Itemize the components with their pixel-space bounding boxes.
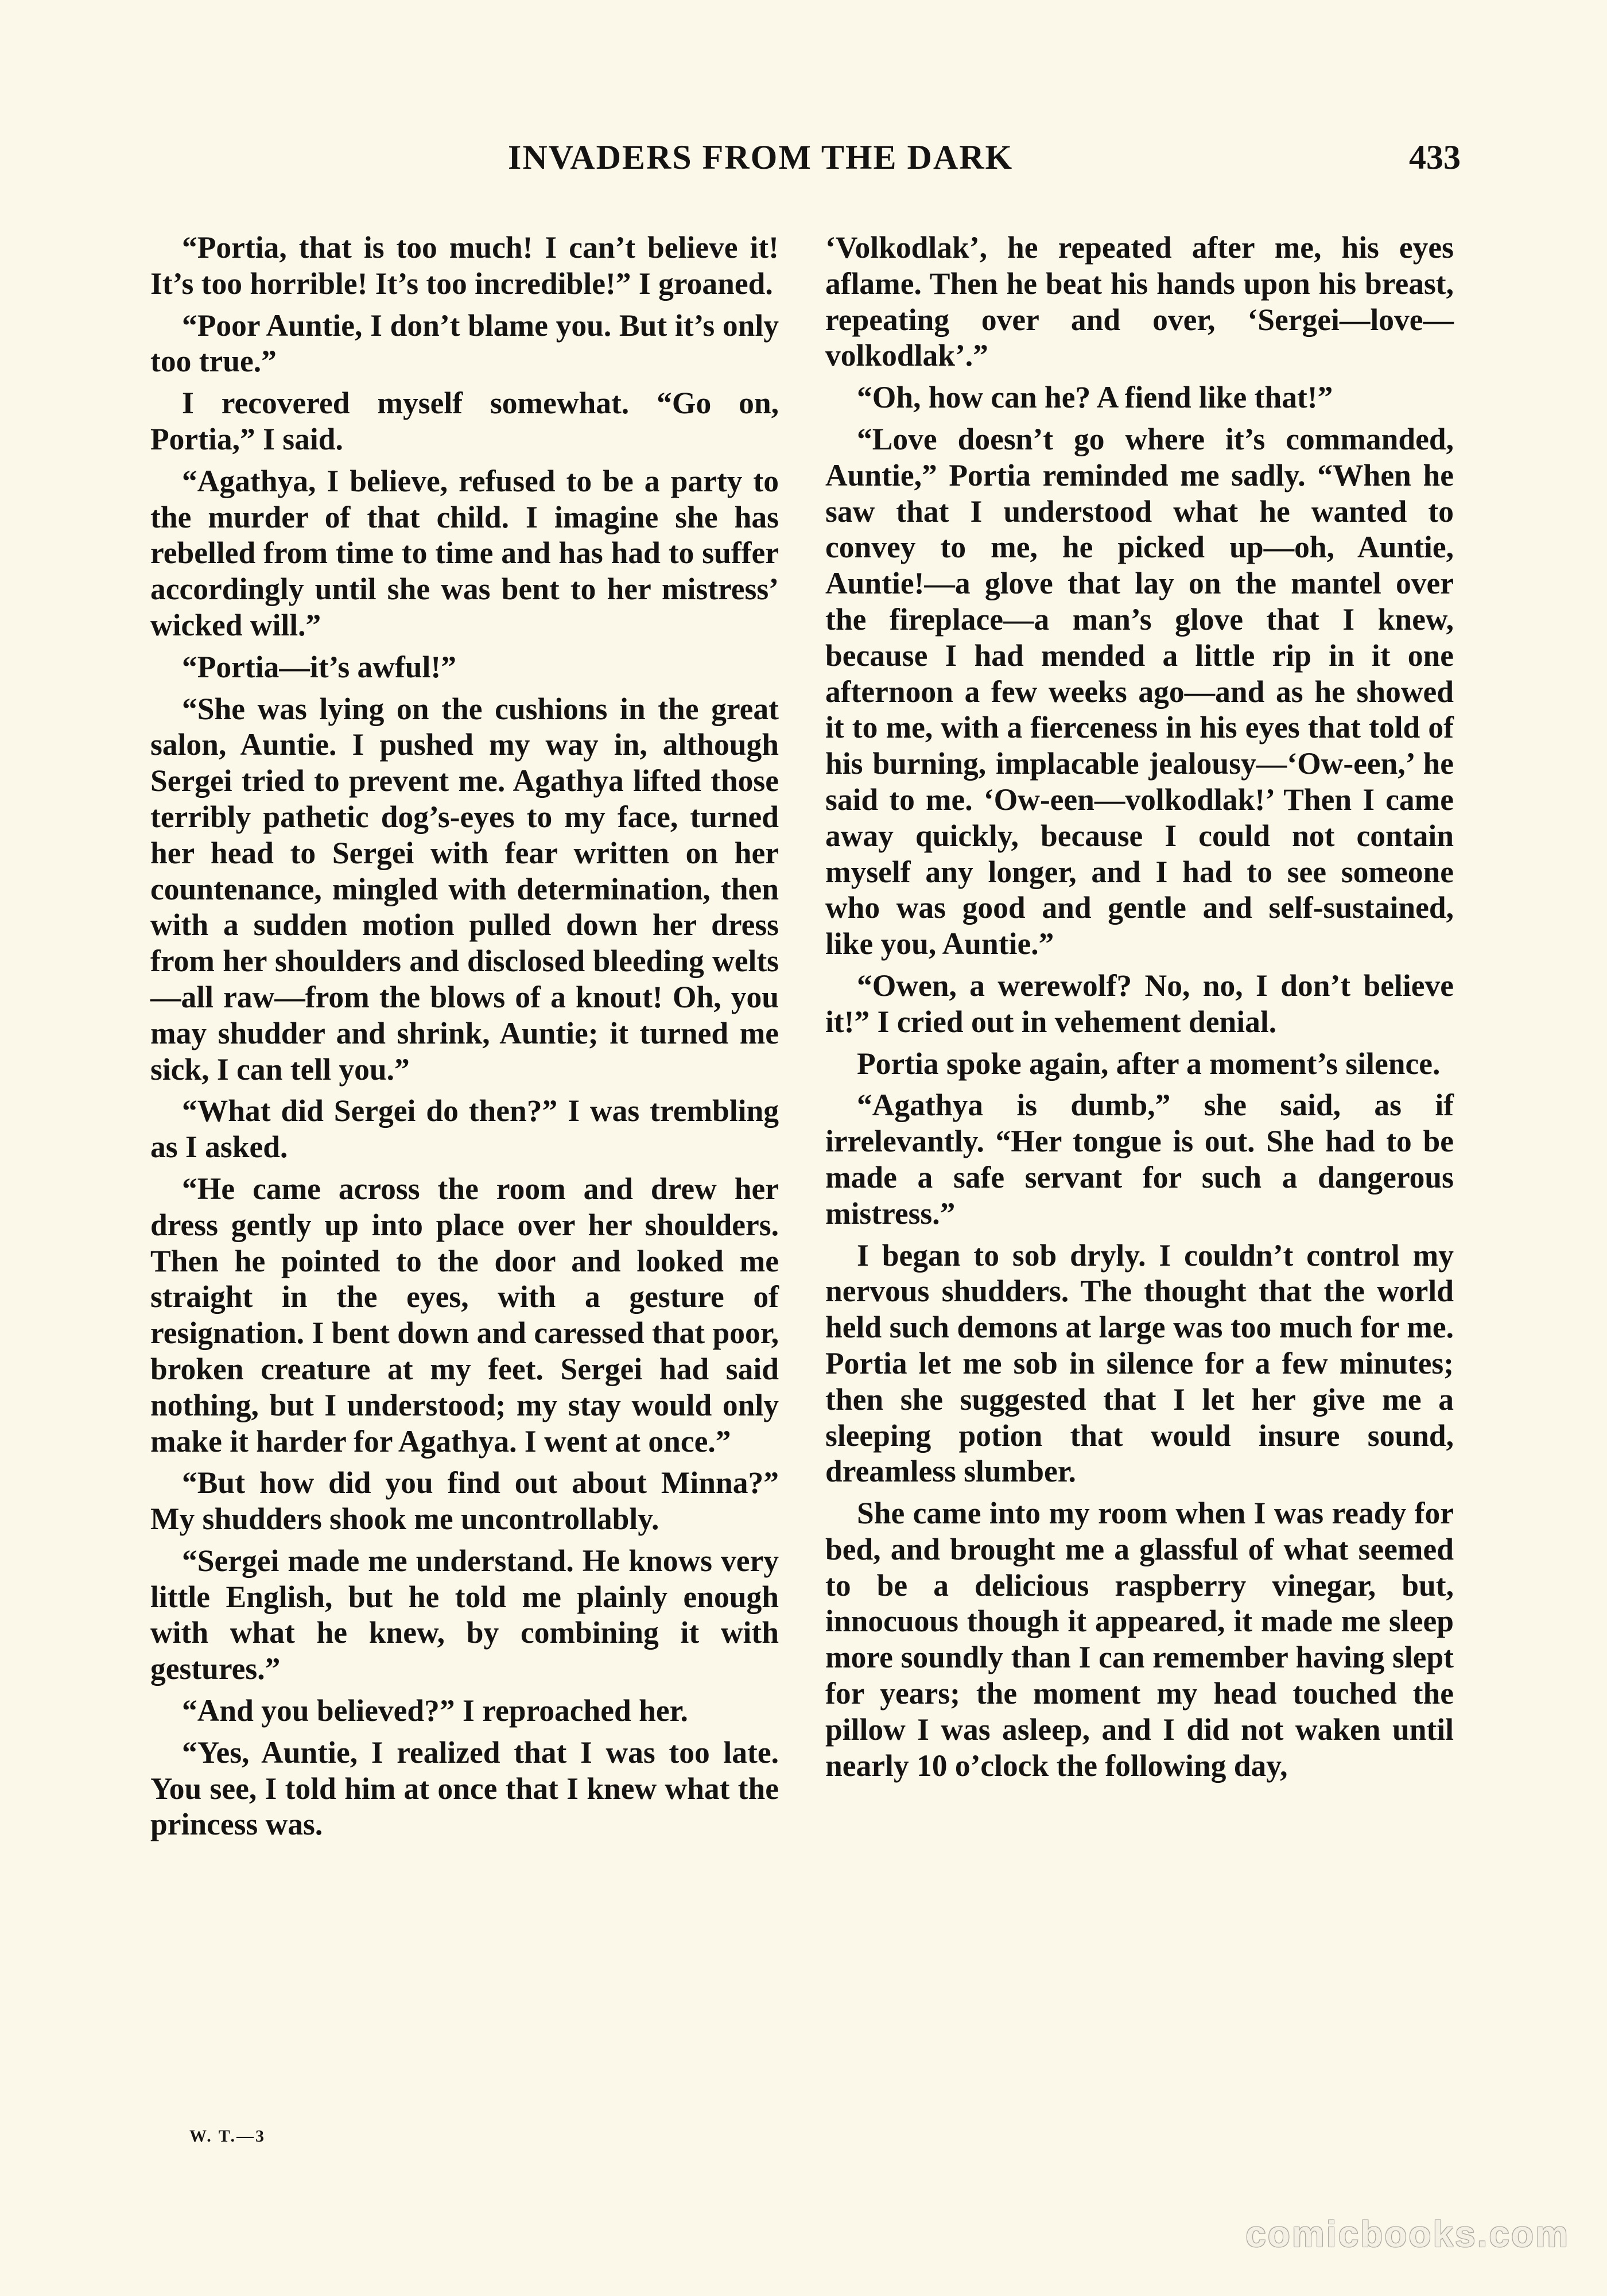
folio-signature: W. T.—3 (189, 2127, 266, 2146)
page-header (152, 138, 1461, 189)
paragraph: I began to sob dryly. I couldn’t control my nervous shudders. The thought that the world held such demons at large was too much for me. Portia let me sob in silence for a few minutes; then she suggested that I let her give me a sleeping potion that would insure sound, dreamless slumber. (825, 1238, 1454, 1489)
page-number: 433 (1409, 138, 1461, 176)
paragraph: “And you believed?” I reproached her. (182, 1693, 688, 1728)
paragraph: “Yes, Auntie, I realized that I was too late. You see, I told him at once that I knew what the princess was. (150, 1735, 779, 1842)
paragraph: “Agathya is dumb,” she said, as if irrelevantly. “Her tongue is out. She had to be made a safe servant for such a dangerous mistress.” (825, 1088, 1454, 1231)
paragraph: “Poor Auntie, I don’t blame you. But it’s only too true.” (150, 308, 779, 379)
paragraph: “Portia—it’s awful!” (182, 649, 456, 684)
paragraph: “What did Sergei do then?” I was trembling as I asked. (150, 1093, 779, 1165)
paragraph: She came into my room when I was ready for bed, and brought me a glassful of what seemed to be a delicious raspberry vinegar, but, innocuous though it appeared, it made me sleep more soundly than I can remember having slept for years; the moment my head touched the pillow I was asleep, and I did not waken until nearly 10 o’clock the following day, (825, 1496, 1454, 1783)
running-title: INVADERS FROM THE DARK (508, 138, 1014, 176)
continued-paragraph: ‘Volkodlak’, he repeated after me, his eyes aflame. Then he beat his hands upon his breast, repeating over and over, ‘Sergei—love—volkodlak’.” (825, 230, 1454, 373)
paragraph: “But how did you find out about Minna?” My shudders shook me uncontrollably. (150, 1465, 779, 1537)
right-column (825, 230, 1454, 1789)
paragraph: “Sergei made me understand. He knows very little English, but he told me plainly enough with what he knew, by combining it with gestures.” (150, 1543, 779, 1686)
paragraph: I recovered myself somewhat. “Go on, Portia,” I said. (150, 386, 779, 456)
paragraph: “Agathya, I believe, refused to be a party to the murder of that child. I imagine she has rebelled from time to time and has had to suffer accordingly until she was bent to her mistress’ wicked will.” (150, 463, 779, 642)
left-column (150, 230, 779, 1848)
paragraph: Portia spoke again, after a moment’s silence. (857, 1046, 1441, 1081)
paragraph: “Oh, how can he? A fiend like that!” (857, 380, 1333, 415)
paragraph: “Love doesn’t go where it’s commanded, Auntie,” Portia reminded me sadly. “When he saw that I understood what he wanted to convey to me, he picked up—oh, Auntie, Auntie!—a glove that lay on the mantel over the fireplace—a man’s glove that I knew, because I had mended a little rip in it one afternoon a few weeks ago—and as he showed it to me, with a fierceness in his eyes that told of his burning, implacable jealousy—‘Ow-een,’ he said to me. ‘Ow-een—volkodlak!’ Then I came away quickly, because I could not contain myself any longer, and I had to see someone who was good and gentle and self-sustained, like you, Auntie.” (825, 421, 1454, 961)
paragraph: “Owen, a werewolf? No, no, I don’t believe it!” I cried out in vehement denial. (825, 968, 1454, 1039)
watermark: comicbooks.com (1245, 2213, 1570, 2255)
paragraph: “He came across the room and drew her dress gently up into place over her shoulders. Then he pointed to the door and looked me straight in the eyes, with a gesture of resignation. I bent down and caressed that poor, broken creature at my feet. Sergei had said nothing, but I understood; my stay would only make it harder for Agathya. I went at once.” (150, 1171, 779, 1459)
paragraph: “Portia, that is too much! I can’t believe it! It’s too horrible! It’s too incredible!” I groaned. (150, 230, 779, 301)
paragraph: “She was lying on the cushions in the great salon, Auntie. I pushed my way in, although Sergei tried to prevent me. Agathya lifted those terribly pathetic dog’s-eyes to my face, turned her head to Sergei with fear written on her countenance, mingled with determination, then with a sudden motion pulled down her dress from her shoulders and disclosed bleeding welts—all raw—from the blows of a knout! Oh, you may shudder and shrink, Auntie; it turned me sick, I can tell you.” (150, 691, 779, 1087)
